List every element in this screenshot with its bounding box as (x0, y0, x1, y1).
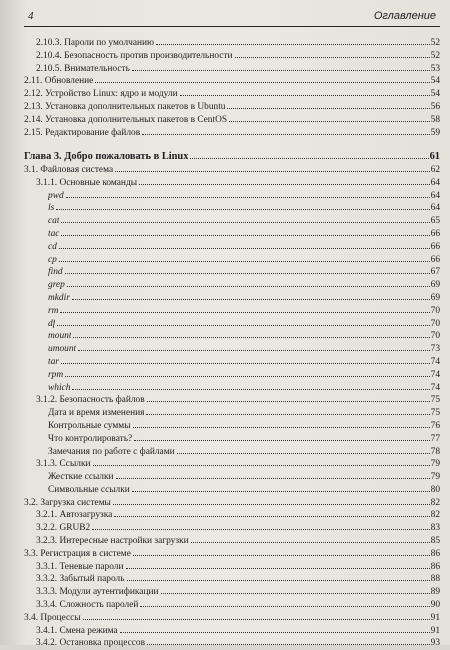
toc-entry-title: mount (48, 331, 72, 342)
toc-entry (24, 509, 440, 522)
dot-leader (60, 312, 429, 313)
toc-entry-page: 82 (430, 510, 440, 521)
toc-entry-page: 79 (430, 459, 440, 470)
toc-entry (24, 637, 440, 650)
toc-entry (24, 279, 440, 292)
toc-entry-page: 73 (430, 344, 440, 355)
toc-entry-title: 2.14. Установка дополнительных пакетов в CentOS (24, 114, 228, 125)
dot-leader (61, 235, 429, 236)
toc-entry (24, 101, 440, 114)
toc-entry-title: 3.4. Процессы (24, 612, 81, 623)
toc-entry-title: Замечания по работе с файлами (48, 446, 175, 457)
toc-entry (24, 625, 440, 638)
toc-entry-page: 56 (430, 101, 440, 112)
toc-entry-title: 3.4.1. Смена режима (36, 625, 118, 636)
dot-leader (61, 363, 430, 364)
toc-entry (24, 266, 440, 279)
toc-entry-title: 2.10.3. Пароли по умолчанию (36, 38, 155, 48)
dot-leader (133, 427, 430, 428)
toc-entry (24, 37, 440, 50)
toc-entry (24, 612, 440, 625)
toc-entry-title: ls (48, 203, 55, 214)
toc-entry (24, 50, 440, 63)
dot-leader (93, 465, 430, 466)
toc-entry (24, 114, 440, 127)
toc-entry (24, 471, 440, 484)
toc-entry (24, 548, 440, 561)
toc-entry-title: 2.13. Установка дополнительных пакетов в Ubuntu (24, 101, 226, 112)
dot-leader (83, 619, 430, 620)
dot-leader (139, 184, 430, 185)
dot-leader (177, 453, 430, 454)
dot-leader (132, 491, 430, 492)
toc-entry-title: which (48, 382, 71, 393)
toc-entry-title: find (48, 267, 63, 278)
toc-entry-title: 3.2.2. GRUB2 (36, 523, 91, 534)
dot-leader (114, 516, 429, 517)
toc-entry-page: 70 (430, 318, 440, 329)
toc-entry-title: 2.12. Устройство Linux: ядро и модули (24, 89, 178, 100)
toc-entry-title: cd (48, 241, 57, 252)
toc-entry-page: 67 (430, 267, 440, 278)
toc-entry (24, 190, 440, 203)
toc-entry-page: 74 (430, 382, 440, 393)
toc-entry (24, 241, 440, 254)
dot-leader (227, 108, 429, 109)
dot-leader (126, 568, 430, 569)
toc-entry-page: 64 (430, 203, 440, 214)
toc-entry-page: 66 (430, 241, 440, 252)
toc-entry (24, 561, 440, 574)
dot-leader (132, 70, 430, 71)
toc-entry (24, 292, 440, 305)
dot-leader (147, 401, 430, 402)
toc-entry-page: 65 (430, 216, 440, 227)
toc-entry-title: Контрольные суммы (48, 420, 131, 431)
toc-entry-page: 93 (430, 638, 440, 649)
toc-entry-title: cp (48, 254, 57, 265)
dot-leader (57, 325, 429, 326)
toc-entry (24, 318, 440, 331)
toc-entry-page: 70 (430, 331, 440, 342)
toc-entry (24, 305, 440, 318)
toc-entry-page: 77 (430, 433, 440, 444)
toc-entry (24, 369, 440, 382)
toc-entry-title: mkdir (48, 292, 70, 303)
toc-entry-title: umount (48, 344, 77, 355)
toc-entry-title: 2.15. Редактирование файлов (24, 127, 141, 138)
dot-leader (229, 121, 430, 122)
dot-leader (161, 593, 430, 594)
dot-leader (180, 95, 430, 96)
toc-entry-title: pwd (48, 190, 64, 201)
dot-leader (156, 44, 430, 45)
toc-entry-page: 80 (430, 484, 440, 495)
toc-entry-page: 64 (430, 177, 440, 188)
dot-leader (142, 134, 430, 135)
toc-entry-title: Дата и время изменения (48, 408, 145, 419)
dot-leader (146, 414, 429, 415)
toc-entry-title: df (48, 318, 56, 329)
toc-entry-title: rpm (48, 369, 64, 380)
dot-leader (120, 632, 430, 633)
toc-entry-page: 61 (429, 150, 440, 162)
dot-leader (56, 209, 429, 210)
dot-leader (78, 350, 430, 351)
toc-entry-title: 3.3.4. Сложность паролей (36, 600, 139, 611)
toc-entry-title: 2.11. Обновление (24, 76, 94, 87)
table-of-contents (24, 37, 440, 650)
toc-entry (24, 586, 440, 599)
toc-entry-page: 86 (430, 548, 440, 559)
toc-entry (24, 330, 440, 343)
toc-entry-title: tac (48, 228, 60, 239)
toc-entry-page: 85 (430, 536, 440, 547)
toc-entry (24, 599, 440, 612)
dot-leader (92, 529, 429, 530)
dot-leader (72, 299, 430, 300)
page-number: 4 (28, 10, 34, 22)
toc-entry-title: 3.1.3. Ссылки (36, 459, 91, 470)
toc-entry-title: 3.4.2. Остановка процессов (36, 638, 146, 649)
section-gap (24, 139, 440, 150)
toc-entry (24, 177, 440, 190)
toc-entry-page: 74 (430, 369, 440, 380)
toc-entry-title: Символьные ссылки (48, 484, 130, 495)
toc-entry-page: 52 (430, 50, 440, 61)
toc-entry-page: 91 (430, 625, 440, 636)
toc-entry (24, 484, 440, 497)
toc-entry-page: 62 (430, 164, 440, 175)
toc-entry (24, 88, 440, 101)
toc-entry-page: 82 (430, 497, 440, 508)
dot-leader (67, 286, 430, 287)
toc-entry-page: 66 (430, 228, 440, 239)
dot-leader (65, 376, 430, 377)
toc-entry-page: 58 (430, 114, 440, 125)
toc-entry-page: 74 (430, 356, 440, 367)
toc-entry-title: 3.3.1. Теневые пароли (36, 561, 124, 572)
toc-entry-page: 76 (430, 420, 440, 431)
dot-leader (140, 606, 429, 607)
toc-entry-page: 91 (430, 612, 440, 623)
toc-entry-page: 75 (430, 395, 440, 406)
toc-entry-title: 3.2.3. Интересные настройки загрузки (36, 536, 189, 547)
toc-entry (24, 433, 440, 446)
dot-leader (115, 171, 430, 172)
dot-leader (235, 57, 430, 58)
toc-chapter-entry (24, 150, 440, 164)
toc-entry (24, 573, 440, 586)
dot-leader (191, 542, 430, 543)
toc-entry-title: 2.10.5. Внимательность (36, 63, 130, 74)
dot-leader (113, 504, 430, 505)
toc-entry-page: 70 (430, 305, 440, 316)
toc-entry-title: Глава 3. Добро пожаловать в Linux (24, 150, 189, 162)
toc-entry-page: 69 (430, 292, 440, 303)
dot-leader (59, 261, 430, 262)
dot-leader (133, 555, 430, 556)
toc-entry-page: 75 (430, 408, 440, 419)
toc-entry-title: cat (48, 216, 60, 227)
toc-entry-title: 3.2. Загрузка системы (24, 497, 111, 508)
toc-entry-page: 83 (430, 523, 440, 534)
dot-leader (127, 580, 430, 581)
toc-entry (24, 228, 440, 241)
toc-entry-title: 3.1. Файловая система (24, 164, 114, 175)
dot-leader (73, 337, 429, 338)
toc-entry-page: 52 (430, 38, 440, 48)
toc-entry-title: 3.3.2. Забытый пароль (36, 574, 125, 585)
toc-entry (24, 127, 440, 140)
toc-entry-page: 90 (430, 600, 440, 611)
dot-leader (95, 82, 429, 83)
toc-entry (24, 343, 440, 356)
toc-entry-title: tar (48, 356, 59, 367)
toc-entry-title: 3.3. Регистрация в системе (24, 548, 131, 559)
running-title: Оглавление (373, 10, 436, 22)
dot-leader (116, 478, 430, 479)
toc-entry-page: 88 (430, 574, 440, 585)
toc-entry (24, 446, 440, 459)
toc-entry (24, 254, 440, 267)
toc-entry (24, 497, 440, 510)
toc-entry-page: 54 (430, 89, 440, 100)
dot-leader (65, 273, 430, 274)
toc-entry-title: Что контролировать? (48, 433, 133, 444)
toc-entry (24, 202, 440, 215)
toc-entry-title: grep (48, 280, 65, 291)
toc-entry (24, 458, 440, 471)
dot-leader (61, 222, 429, 223)
toc-entry (24, 420, 440, 433)
toc-entry (24, 394, 440, 407)
dot-leader (59, 248, 430, 249)
page-header (24, 8, 440, 27)
dot-leader (134, 440, 429, 441)
toc-entry-title: 3.1.1. Основные команды (36, 177, 138, 188)
toc-entry (24, 164, 440, 177)
toc-entry (24, 63, 440, 76)
toc-entry-page: 53 (430, 63, 440, 74)
toc-entry-page: 89 (430, 587, 440, 598)
toc-entry-title: 3.3.3. Модули аутентификации (36, 587, 159, 598)
toc-entry (24, 522, 440, 535)
toc-entry-page: 54 (430, 76, 440, 87)
toc-entry (24, 215, 440, 228)
toc-entry (24, 382, 440, 395)
toc-entry-title: rm (48, 305, 59, 316)
toc-entry-page: 78 (430, 446, 440, 457)
toc-entry (24, 356, 440, 369)
dot-leader (72, 389, 429, 390)
toc-entry-page: 86 (430, 561, 440, 572)
toc-entry-page: 79 (430, 472, 440, 483)
toc-entry (24, 407, 440, 420)
dot-leader (66, 197, 430, 198)
toc-entry-page: 59 (430, 127, 440, 138)
toc-entry-title: 3.2.1. Автозагрузка (36, 510, 113, 521)
toc-entry-page: 66 (430, 254, 440, 265)
toc-entry-title: 2.10.4. Безопасность против производительности (36, 50, 233, 61)
toc-entry (24, 75, 440, 88)
dot-leader (190, 158, 428, 159)
toc-entry (24, 535, 440, 548)
toc-entry-page: 69 (430, 280, 440, 291)
toc-entry-title: Жесткие ссылки (48, 472, 114, 483)
toc-entry-page: 64 (430, 190, 440, 201)
toc-entry-title: 3.1.2. Безопасность файлов (36, 395, 145, 406)
